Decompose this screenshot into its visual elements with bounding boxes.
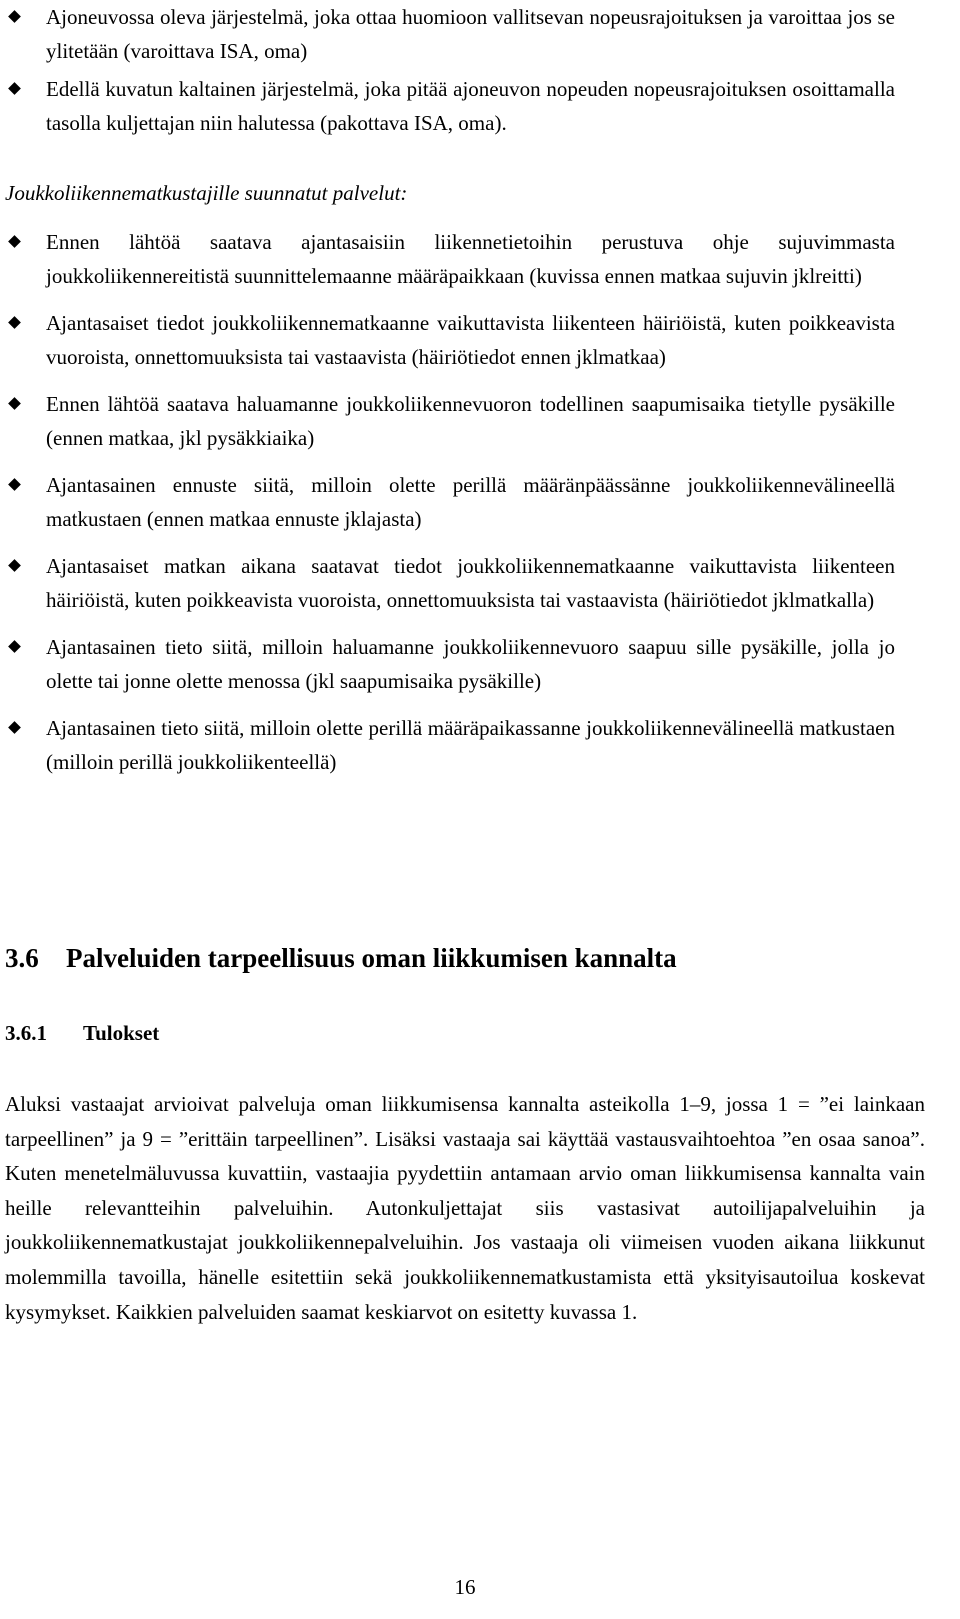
list-item xyxy=(0,0,895,68)
diamond-bullet-icon xyxy=(8,316,21,329)
diamond-bullet-icon xyxy=(8,82,21,95)
list-item-text: Ajantasainen tieto siitä, milloin olette perillä määräpaikassanne joukkoliikennevälineellä matkustaen (milloin perillä joukkoliikenteellä) xyxy=(46,716,895,774)
transit-services-heading: Joukkoliikennematkustajille suunnatut palvelut: xyxy=(5,181,408,205)
page-number: 16 xyxy=(454,1575,476,1599)
list-item-text: Ajantasainen tieto siitä, milloin haluamanne joukkoliikennevuoro saapuu sille pysäkille, jolla jo olette tai jonne olette menossa (jkl saapumisaika pysäkille) xyxy=(46,635,895,693)
list-item-text: Edellä kuvatun kaltainen järjestelmä, joka pitää ajoneuvon nopeuden nopeusrajoituksen osoittamalla tasolla kuljettajan niin halutessa (pakottava ISA, oma). xyxy=(46,77,895,135)
section-number: 3.6 xyxy=(5,943,39,973)
list-item-text: Ajantasaiset matkan aikana saatavat tiedot joukkoliikennematkaanne vaikuttavista liikenteen häiriöistä, kuten poikkeavista vuoroista, onnettomuuksista tai vastaavista (häiriötiedot jklmatkalla) xyxy=(46,554,895,612)
list-item xyxy=(0,306,895,374)
diamond-bullet-icon xyxy=(8,640,21,653)
list-item xyxy=(0,549,895,617)
list-item xyxy=(0,630,895,698)
subsection-number: 3.6.1 xyxy=(5,1021,47,1045)
driver-services-list xyxy=(0,0,895,144)
list-item-text: Ennen lähtöä saatava ajantasaisiin liikennetietoihin perustuva ohje sujuvimmasta joukkoliikennereitistä suunnittelemaanne määräpaikkaan (kuvissa ennen matkaa sujuvin jklreitti) xyxy=(46,230,895,288)
list-item xyxy=(0,711,895,779)
section-heading xyxy=(5,940,677,976)
results-paragraph: Aluksi vastaajat arvioivat palveluja oman liikkumisensa kannalta asteikolla 1–9, jossa 1 = ”ei lainkaan tarpeellinen” ja 9 = ”erittäin tarpeellinen”. Lisäksi vastaaja sai käyttää vastausvaihtoehtoa ”en osaa sanoa”. Kuten menetelmäluvussa kuvattiin, vastaajia pyydettiin antamaan arvio oman liikkumisensa kannalta vain heille relevantteihin palveluihin. Autonkuljettajat siis vastasivat autoilijapalveluihin ja joukkoliikennematkustajat joukkoliikennepalveluihin. Jos vastaaja oli viimeisen vuoden aikana liikkunut molemmilla tavoilla, hänelle esitettiin sekä joukkoliikennematkustamista että yksityisautoilua koskevat kysymykset. Kaikkien palveluiden saamat keskiarvot on esitetty kuvassa 1. xyxy=(5,1092,925,1324)
list-item-text: Ajantasainen ennuste siitä, milloin olette perillä määränpäässänne joukkoliikennevälineellä matkustaen (ennen matkaa ennuste jklajasta) xyxy=(46,473,895,531)
list-item xyxy=(0,387,895,455)
diamond-bullet-icon xyxy=(8,397,21,410)
subsection-heading xyxy=(5,1018,159,1048)
list-item-text: Ajantasaiset tiedot joukkoliikennematkaanne vaikuttavista liikenteen häiriöistä, kuten poikkeavista vuoroista, onnettomuuksista tai vastaavista (häiriötiedot ennen jklmatkaa) xyxy=(46,311,895,369)
diamond-bullet-icon xyxy=(8,235,21,248)
list-item-text: Ennen lähtöä saatava haluamanne joukkoliikennevuoron todellinen saapumisaika tietylle pysäkille (ennen matkaa, jkl pysäkkiaika) xyxy=(46,392,895,450)
subsection-title: Tulokset xyxy=(83,1021,160,1045)
diamond-bullet-icon xyxy=(8,478,21,491)
list-item xyxy=(0,225,895,293)
diamond-bullet-icon xyxy=(8,10,21,23)
section-title: Palveluiden tarpeellisuus oman liikkumisen kannalta xyxy=(66,943,677,973)
list-item xyxy=(0,72,895,140)
list-item xyxy=(0,468,895,536)
transit-services-list xyxy=(0,225,895,792)
diamond-bullet-icon xyxy=(8,559,21,572)
list-item-text: Ajoneuvossa oleva järjestelmä, joka ottaa huomioon vallitsevan nopeusrajoituksen ja varoittaa jos se ylitetään (varoittava ISA, oma) xyxy=(46,5,895,63)
diamond-bullet-icon xyxy=(8,721,21,734)
